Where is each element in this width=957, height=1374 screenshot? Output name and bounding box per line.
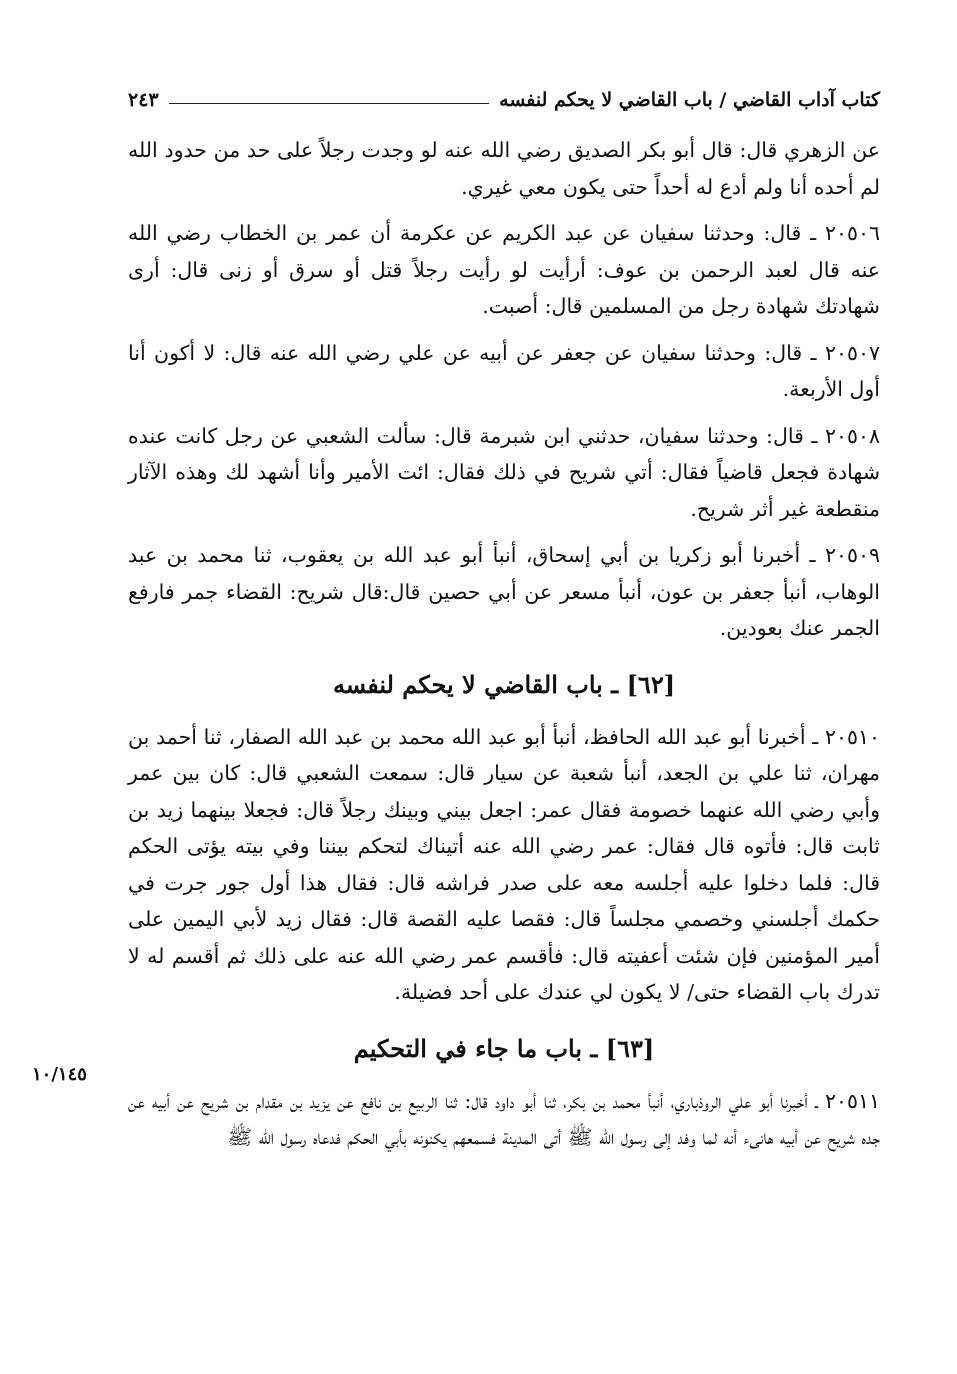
section-heading-63: [٦٣] ـ باب ما جاء في التحكيم [353,1033,655,1063]
header-rule [169,103,490,104]
paragraph-continuation: عن الزهري قال: قال أبو بكر الصديق رضي الله عنه لو وجدت رجلاً على حد من حدود الله لم أحده أنا ولم أدع له أحداً حتى يكون معي غيري. [128,138,880,199]
paragraph-20506: ٢٠٥٠٦ ـ قال: وحدثنا سفيان عن عبد الكريم عن عكرمة أن عمر بن الخطاب رضي الله عنه قال لعبد الرحمن بن عوف: أرأيت لو رأيت رجلاً قتل أو سرق أو زنى قال: أرى شهادتك شهادة رجل من المسلمين قال: أصبت. [128,221,880,318]
paragraph-20510: ٢٠٥١٠ ـ أخبرنا أبو عبد الله الحافظ، أنبأ أبو عبد الله محمد بن عبد الله الصفار، ثنا أحمد بن مهران، ثنا علي بن الجعد، أنبأ شعبة عن سيار قال: سمعت الشعبي قال: كان بين عمر وأبي رضي الله عنهما خصومة فقال عمر: اجعل بيني وبينك رجلاً قال: فجعلا بينهما زيد بن ثابت قال: فأتوه قال فقال: عمر رضي الله عنه أتيناك لتحكم بيننا وفي بيته يؤتى الحكم قال: فلما دخلوا عليه أجلسه معه على صدر فراشه قال: فقال هذا أول جور جرت في حكمك أجلسني وخصمي مجلساً قال: فقصا عليه القصة قال: فقال زيد لأبي اليمين على أمير المؤمنين فإن شئت أعفيته قال: فأقسم عمر رضي الله عنه على ذلك ثم أقسم له لا تدرك باب القضاء حتى/ لا يكون لي عندك على أحد فضيلة. [128,724,880,1004]
header-title: كتاب آداب القاضي / باب القاضي لا يحكم لنفسه [499,89,880,111]
page-body [128,132,880,1166]
section-heading-62: [٦٢] ـ باب القاضي لا يحكم لنفسه [332,669,676,699]
margin-reference: ١٠/١٤٥ [32,1064,87,1085]
paragraph-20508: ٢٠٥٠٨ ـ قال: وحدثنا سفيان، حدثني ابن شبرمة قال: سألت الشعبي عن رجل كانت عنده شهادة فجعل قاضياً فقال: أتي شريح في ذلك فقال: ائت الأمير وأنا أشهد لك وهذه الآثار منقطعة غير أثر شريح. [128,423,880,521]
paragraph-20509: ٢٠٥٠٩ ـ أخبرنا أبو زكريا بن أبي إسحاق، أنبأ أبو عبد الله بن يعقوب، ثنا محمد بن عبد الوهاب، أنبأ جعفر بن عون، أنبأ مسعر عن أبي حصين قال:قال شريح: القضاء جمر فارفع الجمر عنك بعودين. [128,543,880,640]
page-number: ٢٤٣ [128,89,159,111]
paragraph-20507: ٢٠٥٠٧ ـ قال: وحدثنا سفيان عن جعفر عن أبيه عن علي رضي الله عنه قال: لا أكون أنا أول الأربعة. [128,340,880,401]
running-header [128,82,880,118]
paragraph-20511: ٢٠٥١١ ـ أخبرنا أبو علي الروذباري، أنبأ محمد بن بكر، ثنا أبو داود قال: ثنا الربيع بن نافع عن يزيد بن مقدام بن شريح عن أبيه عن جده شريح عن أبيه هانىء أنه لما وفد إلى رسول الله ﷺ أتى المدينة فسمعهم يكنونه بأبي الحكم فدعاه رسول الله ﷺ [128,1088,880,1149]
